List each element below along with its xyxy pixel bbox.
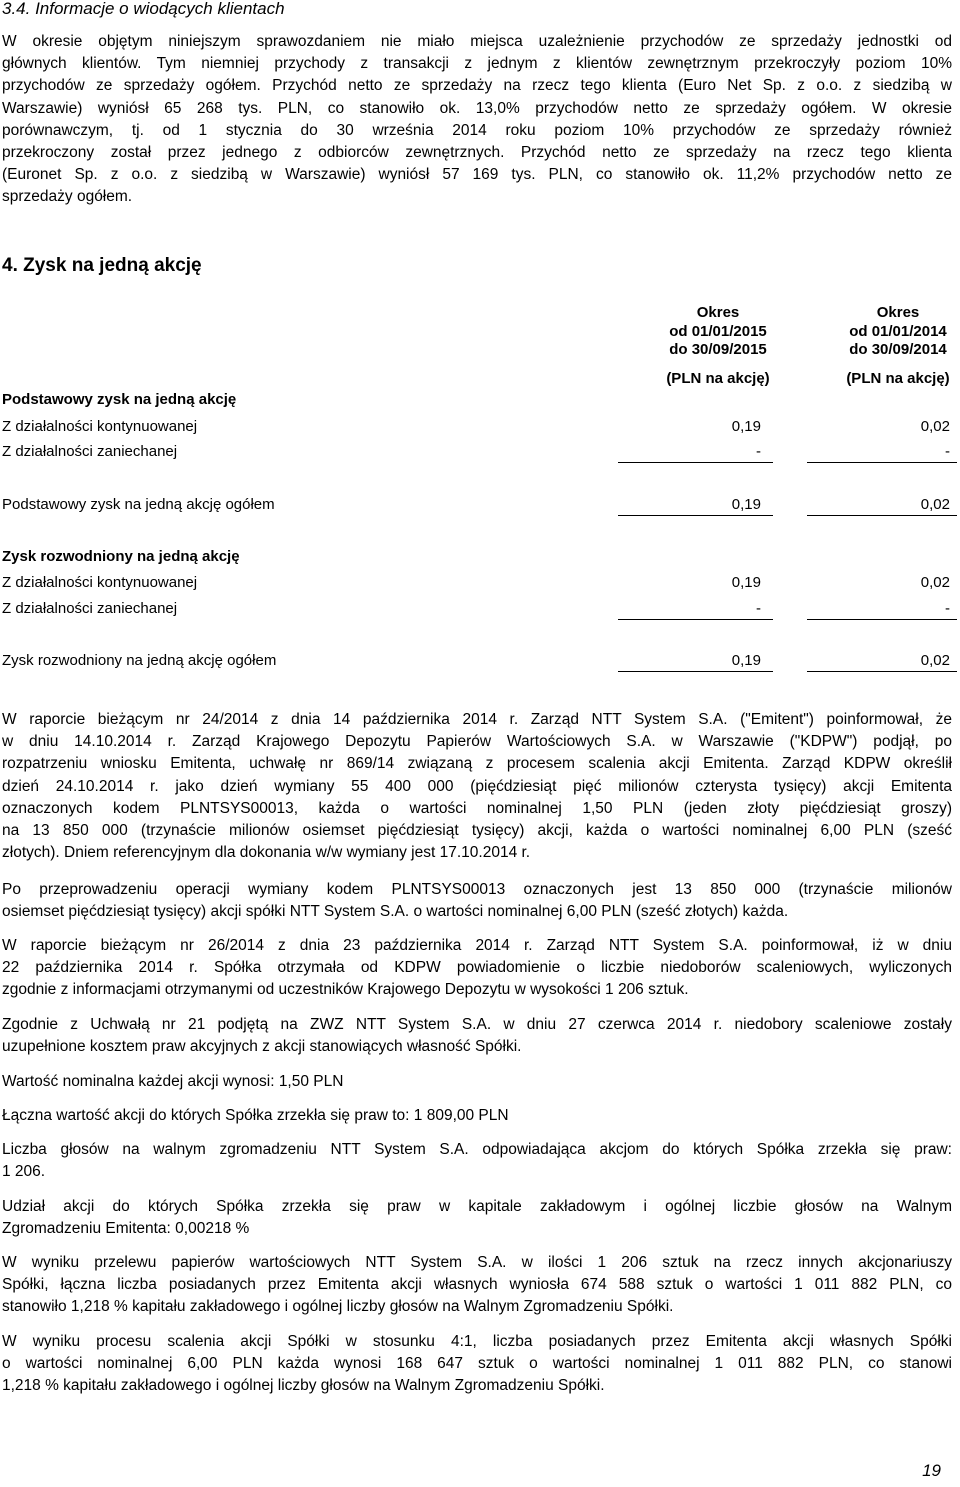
text-line: (Euronet Sp. z o.o. z siedzibą w Warszawie) wyniósł 57 169 tys. PLN, co stanowiło ok. 11,2% przychodów netto ze — [2, 166, 952, 184]
leading-clients-paragraph — [2, 31, 952, 209]
paragraph-total-waived-value — [2, 1105, 952, 1127]
text-line: przychodów ze sprzedaży ogółem. Przychód netto ze sprzedaży na rzecz tego klienta (Euro Net Sp. z o.o. z siedzibą w — [2, 77, 952, 95]
table-cell-value — [618, 443, 773, 463]
row-label-basic-eps-header: Podstawowy zysk na jedną akcję — [2, 391, 237, 408]
text-line: Zgromadzeniu Emitenta: 0,00218 % — [2, 1220, 250, 1238]
column-header-line: od 01/01/2014 — [849, 322, 947, 340]
text-line: Zgodnie z Uchwałą nr 21 podjętą na ZWZ NTT System S.A. w dniu 27 czerwca 2014 r. niedobory scaleniowe zostały — [2, 1016, 952, 1033]
text-line: 1 206. — [2, 1163, 46, 1181]
text-line: 1,218 % kapitału zakładowego i ogólnej liczby głosów na Walnym Zgromadzeniu Spółki. — [2, 1377, 605, 1395]
text-line: złotych). Dniem referencyjnym dla dokonania w/w wymiany jest 17.10.2014 r. — [2, 844, 531, 862]
column-header-line: od 01/01/2015 — [669, 322, 767, 340]
column-header-line: do 30/09/2014 — [849, 341, 947, 358]
document-page — [2, 0, 957, 1487]
table-cell-value — [807, 600, 957, 620]
column-header-line: do 30/09/2015 — [669, 341, 767, 358]
table-cell-text: - — [756, 443, 761, 460]
text-line: na 13 850 000 (trzynaście milionów osiemset pięćdziesiąt tysięcy) akcji, każda o wartości nominalnej 6,00 PLN (sześć — [2, 822, 952, 840]
text-line: W wyniku procesu scalenia akcji Spółki w stosunku 4:1, liczba posiadanych przez Emitenta akcji własnych Spółki — [2, 1333, 952, 1350]
table-cell-value: 0,02 — [920, 418, 950, 435]
row-label-diluted-eps-header: Zysk rozwodniony na jedną akcję — [2, 548, 240, 565]
text-line: 22 października 2014 r. Spółka otrzymała od KDPW powiadomienie o liczbie niedoborów scaleniowych, wyliczonych — [2, 959, 952, 977]
table-cell-value: 0,19 — [731, 418, 761, 435]
column-header-line: Okres — [876, 304, 920, 321]
text-line: W raporcie bieżącym nr 26/2014 z dnia 23 października 2014 r. Zarząd NTT System S.A. poinformował, iż w dniu — [2, 937, 952, 954]
table-cell-text: 0,02 — [920, 652, 950, 669]
table-cell-text: 0,19 — [731, 652, 761, 669]
column-header-2014 — [818, 304, 960, 388]
paragraph-share-consolidation — [2, 709, 952, 864]
text-line: w dniu 14.10.2014 r. Zarząd Krajowego Depozytu Papierów Wartościowych S.A. w Warszawie ("KDPW") podjął, po — [2, 733, 952, 751]
paragraph-share-percentage — [2, 1196, 952, 1240]
column-unit: (PLN na akcję) — [666, 369, 770, 387]
text-line: W wyniku przelewu papierów wartościowych NTT System S.A. w ilości 1 206 sztuk na rzecz innych akcjonariuszy — [2, 1254, 952, 1271]
section-heading-4: 4. Zysk na jedną akcję — [2, 255, 202, 276]
text-line: Po przeprowadzeniu operacji wymiany kodem PLNTSYS00013 oznaczonych jest 13 850 000 (trzynaście milionów — [2, 881, 952, 898]
text-line: przekroczony został przez jednego z odbiorców zewnętrznych. Przychód netto ze sprzedaży na rzecz tego klienta — [2, 144, 952, 162]
table-cell-value — [807, 443, 957, 463]
text-line: uzupełnione kosztem praw akcyjnych z akcji stanowiących własność Spółki. — [2, 1038, 522, 1056]
paragraph-resolution-21 — [2, 1014, 952, 1058]
paragraph-report-26 — [2, 935, 952, 1002]
text-line: stanowiło 1,218 % kapitału zakładowego i ogólnej liczby głosów na Walnym Zgromadzeniu Spółki. — [2, 1298, 674, 1316]
column-header-2015 — [638, 304, 798, 388]
table-cell-value — [807, 652, 957, 672]
table-cell-value — [807, 496, 957, 516]
text-line: Spółki, łączna liczba posiadanych przez Emitenta akcji własnych wyniosła 674 588 sztuk o wartości 1 011 882 PLN, co — [2, 1276, 952, 1294]
text-line: W raporcie bieżącym nr 24/2014 z dnia 14 października 2014 r. Zarząd NTT System S.A. ("Emitent") poinformował, że — [2, 711, 952, 728]
table-cell-value: 0,02 — [920, 574, 950, 591]
table-cell-text: 0,19 — [731, 496, 761, 513]
paragraph-after-exchange — [2, 879, 952, 923]
table-cell-text: - — [756, 600, 761, 617]
text-line: Wartość nominalna każdej akcji wynosi: 1,50 PLN — [2, 1073, 344, 1090]
text-line: o wartości nominalnej 6,00 PLN każda wynosi 168 647 sztuk o wartości nominalnej 1 011 882 PLN, co stanowi — [2, 1355, 952, 1373]
row-label-diluted-eps-total: Zysk rozwodniony na jedną akcję ogółem — [2, 652, 277, 669]
row-label-discontinued: Z działalności zaniechanej — [2, 600, 178, 617]
text-line: sprzedaży ogółem. — [2, 188, 133, 206]
row-label-basic-eps-total: Podstawowy zysk na jedną akcję ogółem — [2, 496, 275, 513]
text-line: zgodnie z informacjami otrzymanymi od uczestników Krajowego Depozytu w wysokości 1 206 sztuk. — [2, 981, 689, 999]
text-line: Warszawie) wyniósł 65 268 tys. PLN, co stanowiło ok. 13,0% przychodów netto ze sprzedaży ogółem. W okresie — [2, 99, 952, 117]
column-unit: (PLN na akcję) — [846, 369, 950, 387]
text-line: rozpatrzeniu wniosku Emitenta, uchwałę nr 869/14 związaną z procesem scalenia akcji Emitenta. Zarząd KDPW określił — [2, 755, 952, 773]
paragraph-consolidation-result — [2, 1331, 952, 1398]
table-cell-value — [618, 496, 773, 516]
section-heading-3-4: 3.4. Informacje o wiodących klientach — [2, 0, 285, 18]
text-line: Liczba głosów na walnym zgromadzeniu NTT System S.A. odpowiadająca akcjom do których Spółka zrzekła się praw: — [2, 1141, 952, 1158]
text-line: Udział akcji do których Spółka zrzekła się praw w kapitale zakładowym i ogólnej liczbie głosów na Walnym — [2, 1198, 952, 1215]
table-cell-text: - — [945, 443, 950, 460]
text-line: głównych klientów. Tym niemniej przychody z transakcji z jednym z klientów zewnętrznym przekroczyły poziom 10% — [2, 55, 952, 73]
text-line: dzień 24.10.2014 r. jako dzień wymiany 55 400 000 (pięćdziesiąt pięć milionów czterysta tysięcy) akcji Emitenta — [2, 777, 952, 795]
text-line: Łączna wartość akcji do których Spółka zrzekła się praw to: 1 809,00 PLN — [2, 1107, 509, 1124]
table-cell-value — [618, 652, 773, 672]
paragraph-transfer — [2, 1252, 952, 1319]
column-header-line: Okres — [696, 304, 740, 321]
table-cell-text: 0,02 — [920, 496, 950, 513]
table-cell-text: - — [945, 600, 950, 617]
row-label-discontinued: Z działalności zaniechanej — [2, 443, 178, 460]
text-line: W okresie objętym niniejszym sprawozdaniem nie miało miejsca uzależnienie przychodów ze sprzedaży jednostki od — [2, 33, 952, 50]
text-line: porównawczym, tj. od 1 stycznia do 30 września 2014 roku poziom 10% przychodów ze sprzedaży również — [2, 121, 952, 139]
paragraph-nominal-value — [2, 1071, 952, 1093]
table-cell-value — [618, 600, 773, 620]
text-line: oznaczonych kodem PLNTSYS00013, każda o wartości nominalnej 1,50 PLN (jeden złoty pięćdziesiąt groszy) — [2, 799, 952, 817]
text-line: osiemset pięćdziesiąt tysięcy) akcji spółki NTT System S.A. o wartości nominalnej 6,00 PLN (sześć złotych) każda. — [2, 903, 789, 921]
paragraph-votes — [2, 1139, 952, 1183]
row-label-continuing: Z działalności kontynuowanej — [2, 574, 198, 591]
table-cell-value: 0,19 — [731, 574, 761, 591]
row-label-continuing: Z działalności kontynuowanej — [2, 418, 198, 435]
page-number: 19 — [922, 1461, 941, 1480]
